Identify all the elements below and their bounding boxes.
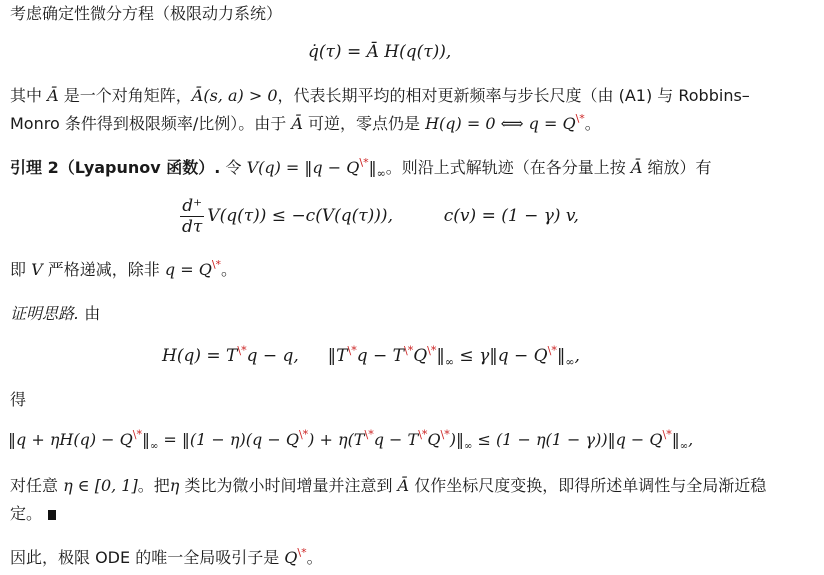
- conclusion-para-line2: 定。: [10, 502, 56, 526]
- conclusion-para-line1: 对任意 η ∈ [0, 1]。把η 类比为微小时间增量并注意到 Ā 仅作坐标尺度变换，即得所述单调性与全局渐近稳: [10, 476, 767, 495]
- intro-line: 考虑确定性微分方程（极限动力系统）: [10, 4, 283, 23]
- para-definition-line2: Monro 条件得到极限频率/比例）。由于 Ā 可逆，零点仍是 H(q) = 0 ⟺ q = Q\*。: [10, 112, 601, 133]
- decreasing-line: 即 V 严格递减，除非 q = Q\*。: [10, 258, 238, 279]
- lemma-title: 引理 2（Lyapunov 函数）.: [10, 158, 221, 177]
- equation-ode: q̇(τ) = Ā H(q(τ)),: [308, 42, 452, 62]
- equation-step: ‖q + $\eta H(q) - Q^{\backslash*}‖_\infty$ = ‖(1 − $\eta)(q - Q^{\backslash*}) + \eta(T^{\backslash*}q - T^{\backslash*}Q^{\backslash*})‖_\infty \le (1 - \eta(1$ − γ))‖q − $Q^{\backslash*}‖_\infty$,: [8, 428, 694, 453]
- derivative-fraction: $\frac{d^+}{d\tau}$: [182, 196, 203, 237]
- para-definition-line1: 其中 Ā 是一个对角矩阵，Ā(s, a) > 0，代表长期平均的相对更新频率与步长尺度（由 (A1) 与 Robbins–: [10, 86, 750, 105]
- lemma-line: 引理 2（Lyapunov 函数）. 令 V(q) = ‖q − $Q^{\backslash*}‖_\infty$。则沿上式解轨迹（在各分量上按 Ā 缩放）有: [10, 156, 712, 181]
- qed-icon: [48, 510, 56, 520]
- equation-contraction: H(q) = T\*q − q, ‖T\*q − $T^{\backslash*}Q^{\backslash*}‖_\infty$ ≤ γ‖q − $Q^{\backslash*}‖_\infty$,: [162, 344, 580, 369]
- equation-lyapunov: $\frac{d^+}{d\tau}$ V(q(τ)) ≤ −c(V(q(τ))), c(v) = (1 − γ) v,: [182, 196, 579, 237]
- final-conclusion: 因此，极限 ODE 的唯一全局吸引子是 Q\*。: [10, 546, 323, 567]
- de-line: 得: [10, 390, 27, 409]
- proof-line: 证明思路. 由: [10, 304, 101, 323]
- proof-label: 证明思路.: [10, 304, 80, 323]
